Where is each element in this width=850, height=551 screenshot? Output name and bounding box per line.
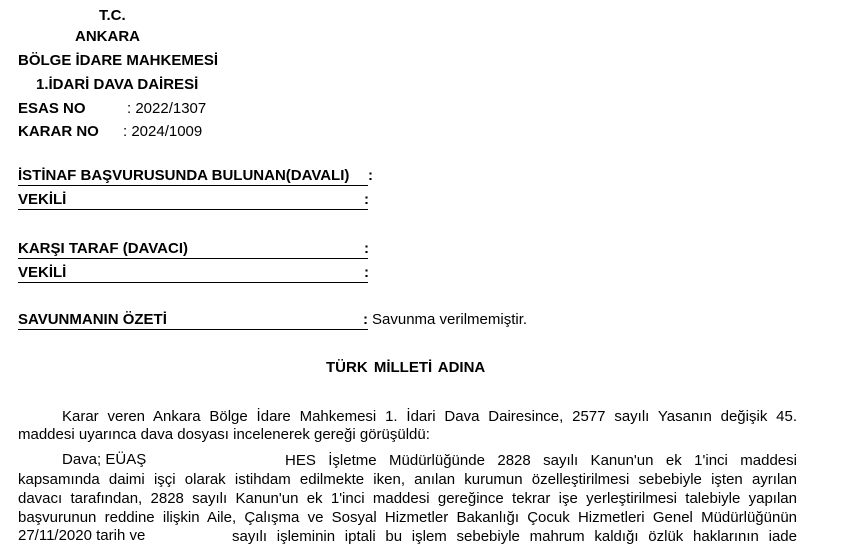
esas-value: : 2022/1307 [127,100,207,117]
paragraph-intro-line-2: maddesi uyarınca dava dosyası incelenerek gereği görüşüldü: [18,426,430,443]
karar-label: KARAR NO [18,123,99,140]
city-heading: ANKARA [75,28,140,45]
paragraph-case-line-2: kapsamında daimi işçi olarak istihdam edilmekte iken, anılan kurumun özelleştirilmesi sebebiyle işten ayrılan [18,471,797,488]
paragraph-case-line-5b: sayılı işleminin iptali bu işlem sebebiyle mahrum kaldığı özlük haklarının iade [232,528,797,545]
paragraph-intro-line-1: Karar veren Ankara Bölge İdare Mahkemesi 1. İdari Dava Dairesince, 2577 sayılı Yasanın değişik 45. [62,408,797,425]
paragraph-case-line-1b: HES İşletme Müdürlüğünde 2828 sayılı Kanun'un ek 1'inci maddesi [285,452,797,469]
paragraph-case-line-3: davacı tarafından, 2828 sayılı Kanun'un ek 1'inci maddesi gereğince tekrar işe yerleştirilmesi talebiyle yapılan [18,490,797,507]
defense-summary-label: SAVUNMANIN ÖZETİ [18,311,368,330]
appellant-attorney-colon: : [364,191,369,208]
respondent-attorney-colon: : [364,264,369,281]
nation-heading: TÜRK MİLLETİ ADINA [326,359,486,376]
respondent-label: KARŞI TARAF (DAVACI) [18,240,368,259]
defense-summary-value: Savunma verilmemiştir. [372,311,528,328]
esas-label: ESAS NO [18,100,86,117]
defense-summary-colon: : [363,311,368,328]
karar-value: : 2024/1009 [123,123,203,140]
paragraph-case-line-1a: Dava; EÜAŞ [62,451,147,468]
respondent-attorney-label: VEKİLİ [18,264,368,283]
chamber-name: 1.İDARİ DAVA DAİRESİ [36,76,199,93]
court-name: BÖLGE İDARE MAHKEMESİ [18,52,219,69]
appellant-colon: : [368,167,373,184]
paragraph-case-line-5a: 27/11/2020 tarih ve [18,527,146,544]
appellant-attorney-label: VEKİLİ [18,191,368,210]
respondent-colon: : [364,240,369,257]
paragraph-case-line-4: başvurunun reddine ilişkin Aile, Çalışma ve Sosyal Hizmetler Bakanlığı Çocuk Hizmetleri Genel Müdürlüğünün [18,509,797,526]
appellant-label: İSTİNAF BAŞVURUSUNDA BULUNAN(DAVALI) [18,167,368,186]
tc-heading: T.C. [99,7,126,24]
